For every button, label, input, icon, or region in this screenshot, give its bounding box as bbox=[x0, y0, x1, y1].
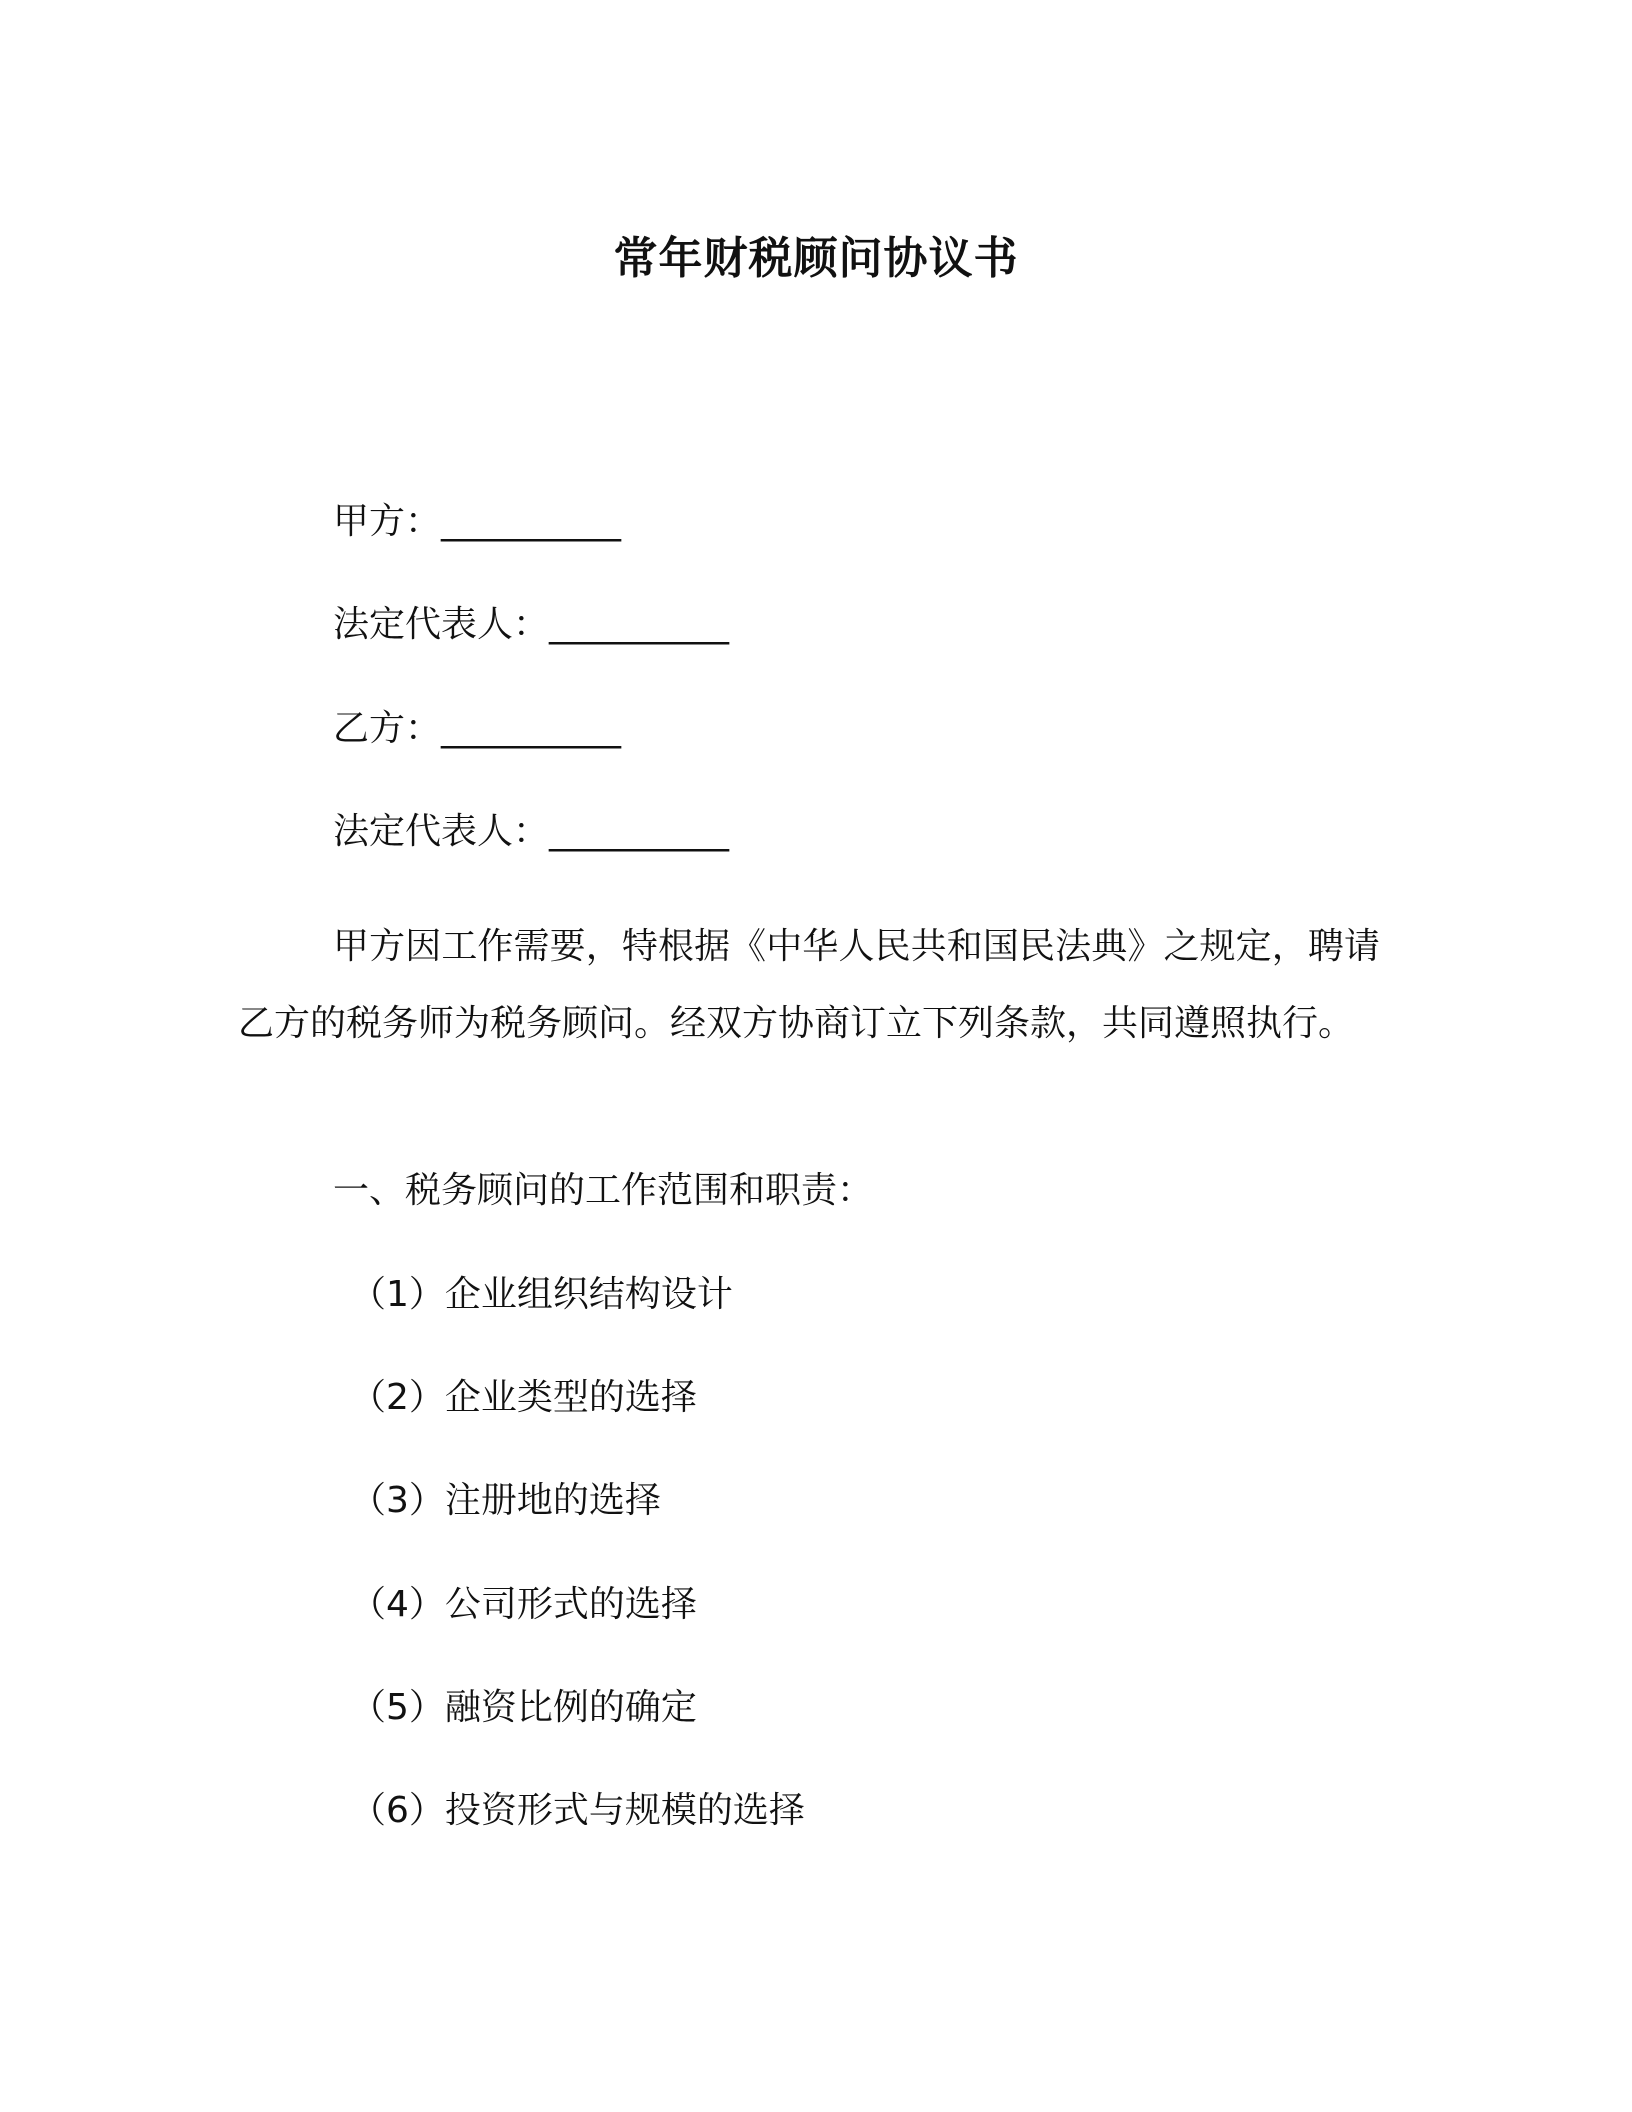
party-b-label: 乙方： bbox=[333, 708, 442, 749]
section-1-heading: 一、税务顾问的工作范围和职责： bbox=[333, 1170, 874, 1211]
list-item: （3）注册地的选择 bbox=[350, 1480, 661, 1521]
document-title: 常年财税顾问协议书 bbox=[613, 233, 1019, 284]
party-a-representative-blank: __________ bbox=[549, 604, 730, 645]
list-item: （4）公司形式的选择 bbox=[350, 1584, 697, 1625]
list-item: （5）融资比例的确定 bbox=[350, 1687, 697, 1728]
party-b-blank: __________ bbox=[441, 708, 622, 749]
list-item: （1）企业组织结构设计 bbox=[350, 1274, 733, 1315]
party-a-blank: __________ bbox=[441, 501, 622, 542]
list-item: （6）投资形式与规模的选择 bbox=[350, 1790, 805, 1831]
party-b-representative-blank: __________ bbox=[549, 811, 730, 852]
party-a-representative-label: 法定代表人： bbox=[333, 604, 550, 645]
party-a-representative-line bbox=[333, 600, 729, 650]
party-b-representative-label: 法定代表人： bbox=[333, 811, 550, 852]
party-b-representative-line bbox=[333, 807, 729, 857]
intro-paragraph: 甲方因工作需要，特根据《中华人民共和国民法典》之规定，聘请乙方的税务师为税务顾问。经双方协商订立下列条款，共同遵照执行。 bbox=[238, 926, 1380, 1044]
party-a-label: 甲方： bbox=[333, 501, 442, 542]
party-a-line bbox=[333, 497, 621, 547]
list-item: （2）企业类型的选择 bbox=[350, 1377, 697, 1418]
party-b-line bbox=[333, 704, 621, 754]
